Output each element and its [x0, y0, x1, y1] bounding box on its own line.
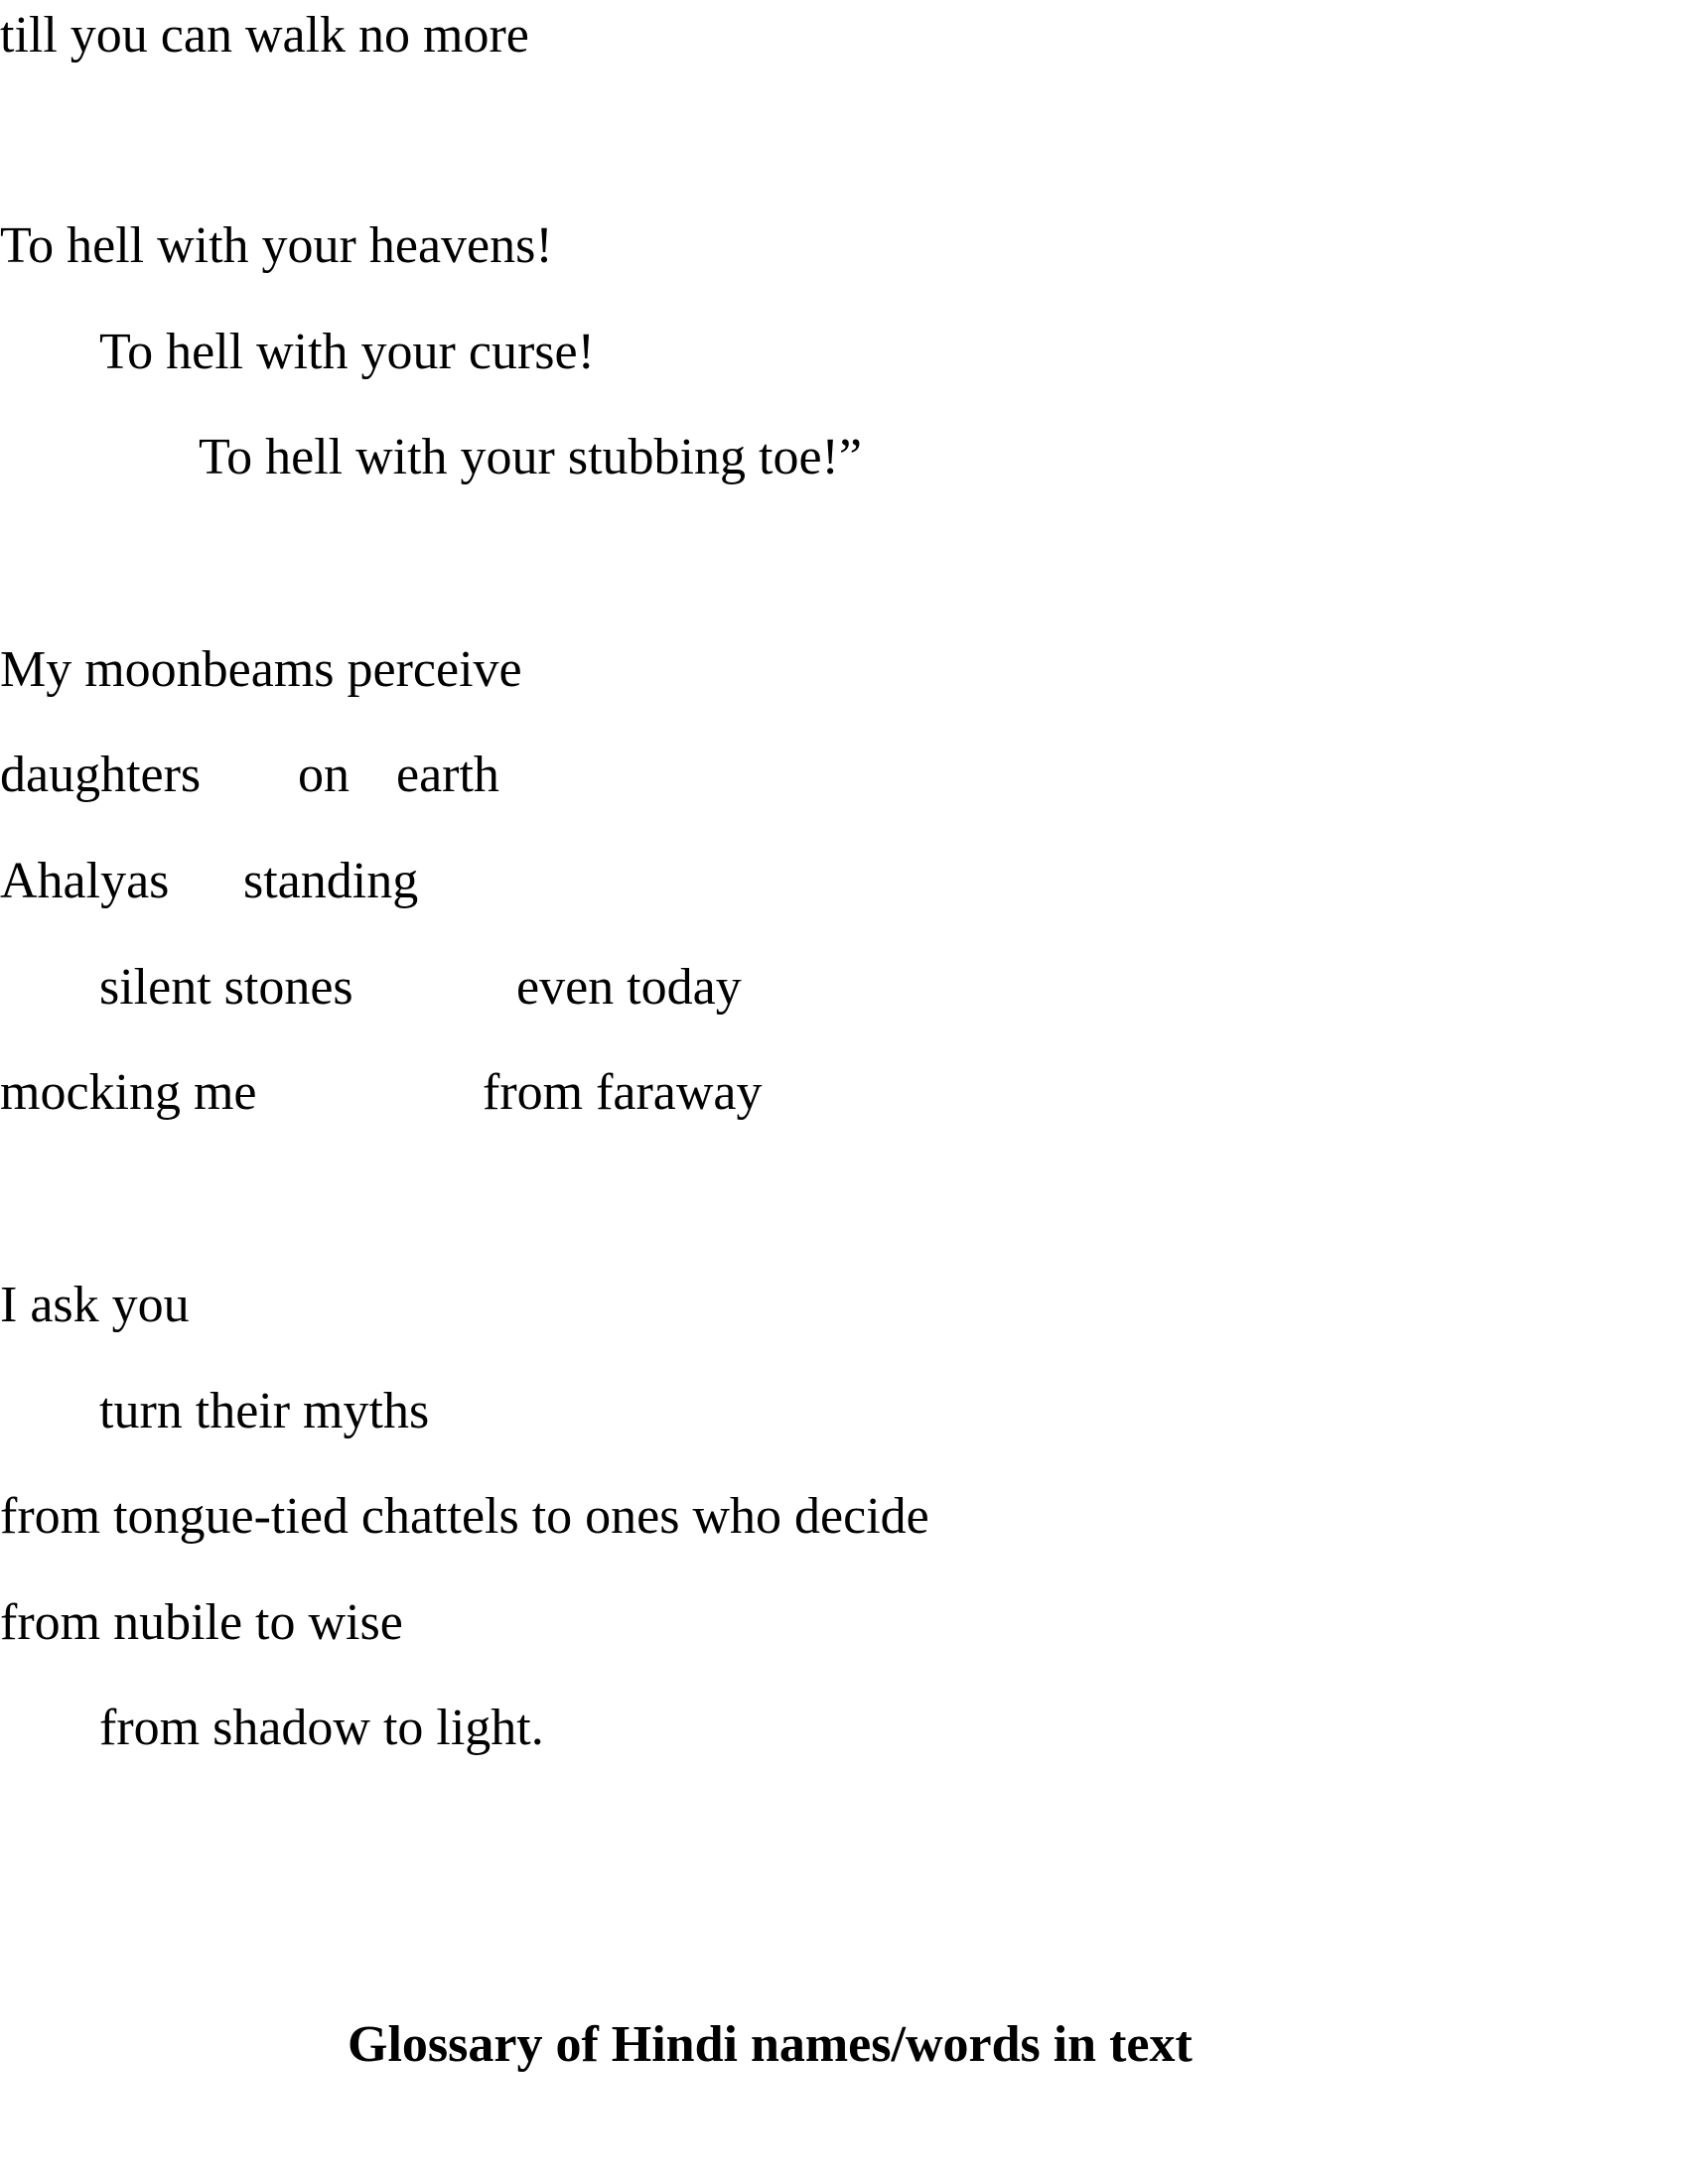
poem-line: even today — [516, 959, 742, 1016]
poem-line: from shadow to light. — [99, 1700, 544, 1756]
poem-line: To hell with your heavens! — [0, 217, 553, 274]
poem-line: To hell with your curse! — [99, 324, 595, 380]
poem-line: till you can walk no more — [0, 7, 529, 64]
poem-line: on — [298, 747, 350, 803]
poem-line: To hell with your stubbing toe!” — [199, 429, 862, 485]
poem-line: My moonbeams perceive — [0, 641, 522, 698]
poem-line: mocking me — [0, 1064, 257, 1121]
poem-line: silent stones — [99, 959, 353, 1016]
poem-line: from nubile to wise — [0, 1594, 403, 1651]
poem-line: Ahalyas — [0, 853, 170, 909]
poem-line: I ask you — [0, 1277, 190, 1333]
poem-line: standing — [243, 853, 419, 909]
poem-line: daughters — [0, 747, 202, 803]
poem-line: turn their myths — [99, 1383, 430, 1439]
poem-line: from faraway — [483, 1064, 763, 1121]
poem-line: from tongue-tied chattels to ones who decide — [0, 1488, 929, 1545]
glossary-heading: Glossary of Hindi names/words in text — [348, 2016, 1193, 2073]
poem-line: earth — [396, 747, 499, 803]
